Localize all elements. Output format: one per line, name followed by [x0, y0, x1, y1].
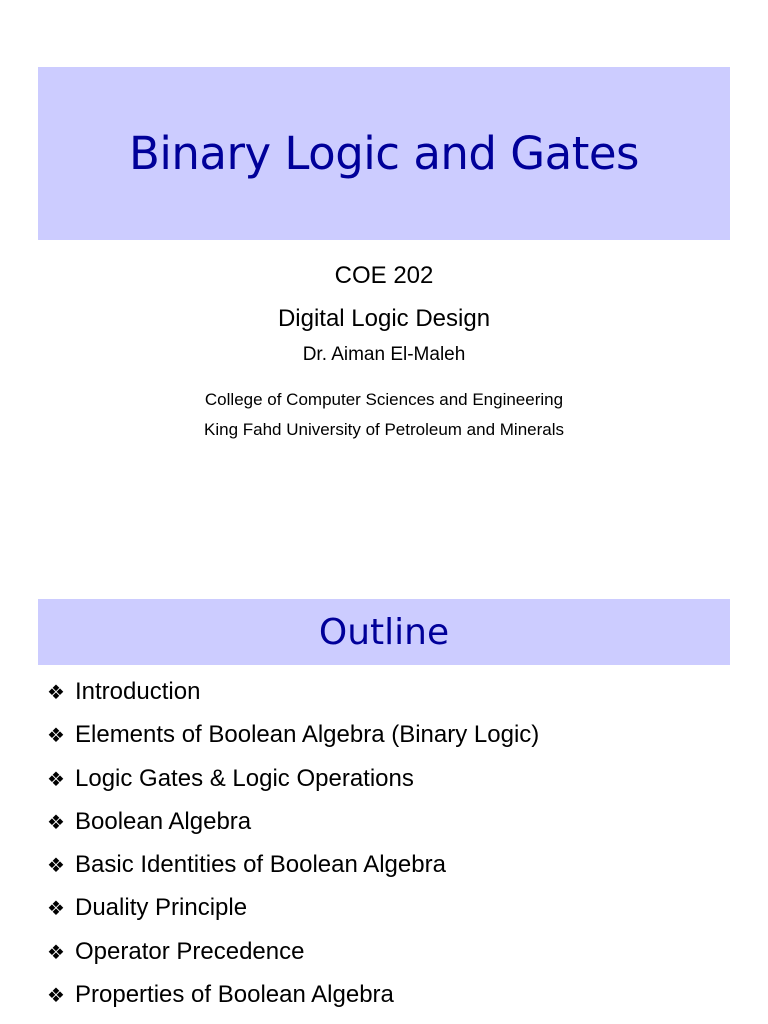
outline-title-band: [38, 599, 730, 665]
list-item-label: Logic Gates & Logic Operations: [75, 764, 414, 792]
list-item-label: Duality Principle: [75, 894, 248, 922]
four-diamond-bullet-icon: ❖: [47, 896, 65, 921]
list-item: [47, 761, 539, 804]
list-item: [47, 717, 539, 760]
four-diamond-bullet-icon: ❖: [47, 809, 65, 834]
four-diamond-bullet-icon: ❖: [47, 680, 65, 704]
list-item-label: Properties of Boolean Algebra: [75, 981, 394, 1009]
outline-list: [47, 674, 539, 1020]
list-item-label: Boolean Algebra: [75, 807, 252, 835]
four-diamond-bullet-icon: ❖: [47, 983, 65, 1008]
list-item: [47, 674, 539, 717]
course-name: Digital Logic Design: [277, 305, 491, 332]
list-item: [47, 977, 539, 1020]
list-item-label: Elements of Boolean Algebra (Binary Logic): [75, 721, 540, 749]
four-diamond-bullet-icon: ❖: [47, 766, 65, 791]
list-item-label: Operator Precedence: [75, 937, 305, 965]
outline-title: Outline: [318, 611, 450, 653]
list-item: [47, 890, 539, 933]
university-name: King Fahd University of Petroleum and Minerals: [204, 420, 564, 439]
list-item: [47, 804, 539, 847]
four-diamond-bullet-icon: ❖: [47, 853, 65, 878]
slide-title: Binary Logic and Gates: [128, 127, 639, 180]
four-diamond-bullet-icon: ❖: [47, 723, 65, 748]
four-diamond-bullet-icon: ❖: [47, 939, 65, 964]
list-item-label: Introduction: [75, 678, 201, 705]
instructor-name: Dr. Aiman El-Maleh: [302, 344, 466, 365]
list-item: [47, 847, 539, 890]
college-name: College of Computer Sciences and Engineering: [204, 390, 564, 409]
list-item-label: Basic Identities of Boolean Algebra: [75, 851, 446, 879]
slide-title-band: [38, 67, 730, 240]
course-code: COE 202: [334, 262, 434, 289]
list-item: [47, 934, 539, 977]
